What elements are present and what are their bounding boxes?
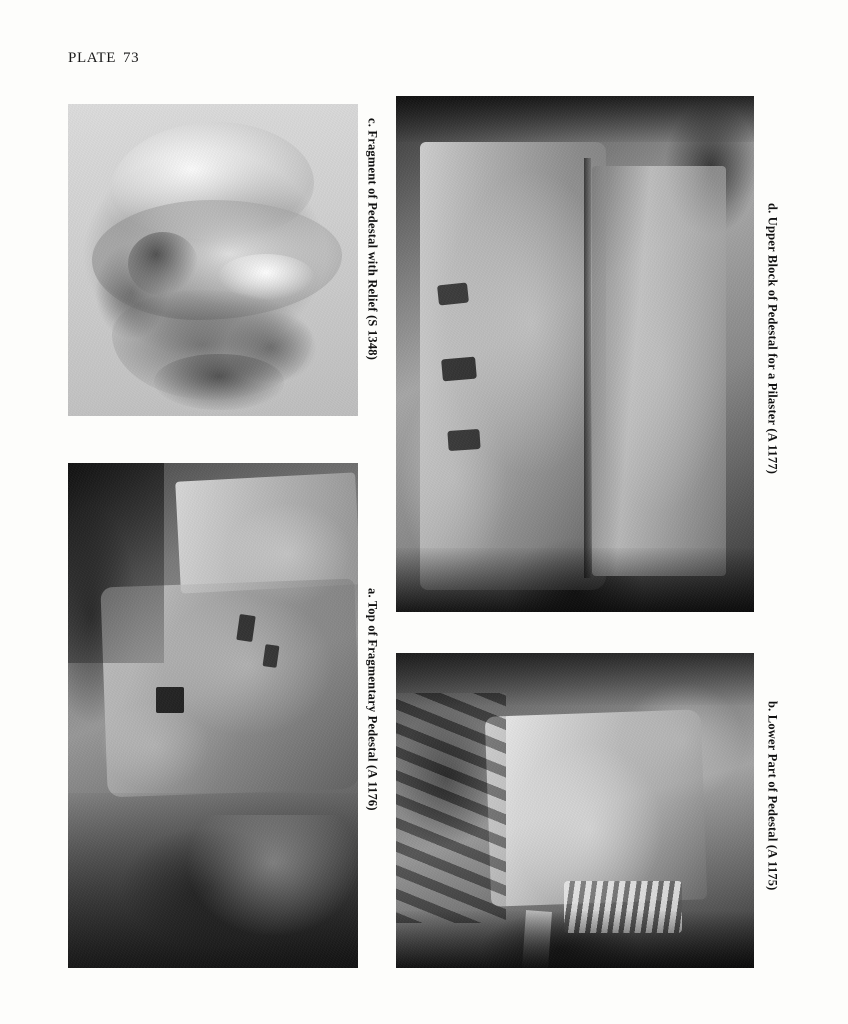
background-ground <box>396 911 754 968</box>
figure-c-photo <box>68 104 358 416</box>
block-edge-seam <box>584 158 591 578</box>
plate-word: PLATE <box>68 50 116 66</box>
figure-b-photo <box>396 653 754 968</box>
figure-a-photo <box>68 463 358 968</box>
page-title <box>68 50 139 67</box>
figure-b-caption: b. Lower Part of Pedestal (A 1175) <box>765 701 780 891</box>
pedestal-lower-stone <box>188 815 358 935</box>
pedestal-cutting-left <box>156 687 184 713</box>
relief-base-shadow <box>154 354 284 410</box>
background-rubble-wall <box>396 693 506 923</box>
background-rubble-top <box>396 96 754 142</box>
pedestal-upper-block <box>175 472 358 593</box>
background-stone-wall <box>68 463 164 663</box>
block-socket-1 <box>437 282 469 305</box>
plate-number: 73 <box>123 50 140 66</box>
block-socket-2 <box>441 357 477 382</box>
block-right-face <box>592 166 726 576</box>
figure-c-caption: c. Fragment of Pedestal with Relief (S 1348) <box>365 118 380 361</box>
background-ground-bottom <box>396 548 754 612</box>
relief-hollow-left <box>128 232 198 296</box>
figure-d-photo <box>396 96 754 612</box>
figure-a-caption: a. Top of Fragmentary Pedestal (A 1176) <box>365 588 380 811</box>
pedestal-main-block <box>485 709 707 906</box>
block-socket-3 <box>447 429 480 451</box>
figure-d-caption: d. Upper Block of Pedestal for a Pilaster (A 1177) <box>765 203 780 475</box>
